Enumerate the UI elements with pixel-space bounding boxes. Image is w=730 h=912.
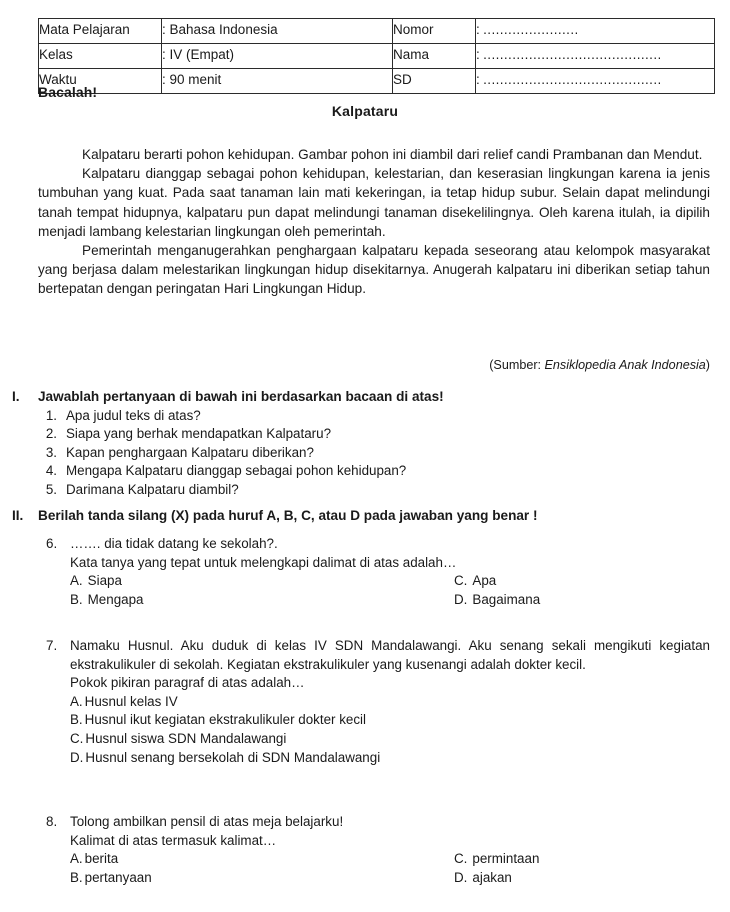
option-b[interactable]	[70, 711, 710, 730]
question-stem: ……. dia tidak datang ke sekolah?.	[70, 536, 278, 551]
option-b[interactable]	[70, 591, 144, 610]
question-subprompt: Pokok pikiran paragraf di atas adalah…	[70, 675, 305, 691]
option-label: C.	[454, 851, 468, 867]
section-one-question-list	[38, 407, 638, 499]
option-label: A.	[70, 693, 83, 709]
option-text: Husnul ikut kegiatan ekstrakulikuler dokter kecil	[84, 712, 366, 728]
section-two-numeral: II.	[12, 508, 24, 523]
option-text: berita	[84, 851, 119, 867]
list-item	[38, 462, 638, 480]
reading-instruction: Bacalah!	[38, 84, 98, 100]
question-stem-row	[46, 813, 710, 832]
source-suffix: )	[705, 358, 710, 372]
school-label: SD	[393, 69, 476, 94]
option-label: C.	[70, 730, 84, 746]
option-label: D.	[70, 749, 84, 765]
option-d[interactable]	[70, 749, 710, 768]
source-prefix: (Sumber:	[489, 358, 545, 372]
name-field[interactable]	[476, 44, 715, 69]
list-item	[38, 444, 638, 462]
option-label: B.	[70, 869, 83, 885]
option-text: Apa	[472, 573, 497, 589]
class-value: : IV (Empat)	[162, 44, 393, 69]
passage-paragraph: Kalpataru dianggap sebagai pohon kehidupan, kelestarian, dan keserasian lingkungan karena ia jenis tumbuhan yang kuat. Pada saat tanaman lain mati kekeringan, ia tetap hidup subur. Selain dapat melindungi tanah tempat hidupnya, kalpataru pun dapat melindungi tanaman disekelilingnya. Oleh karena itulah, ia dipilih menjadi lambang kelestarian lingkungan oleh pemerintah.	[38, 166, 710, 239]
subject-value: : Bahasa Indonesia	[162, 19, 393, 44]
option-d[interactable]	[454, 591, 540, 610]
multiple-choice-question-7	[46, 637, 710, 767]
option-text: permintaan	[472, 851, 540, 867]
passage-source	[38, 357, 710, 374]
question-text: Apa judul teks di atas?	[66, 408, 201, 423]
table-row	[39, 44, 715, 69]
option-text: Husnul senang bersekolah di SDN Mandalawangi	[85, 749, 381, 765]
question-stem-row	[46, 535, 710, 554]
option-a[interactable]	[70, 850, 118, 869]
list-item	[38, 425, 638, 443]
question-stem: Tolong ambilkan pensil di atas meja belajarku!	[70, 814, 344, 829]
option-text: Husnul siswa SDN Mandalawangi	[85, 730, 287, 746]
option-a[interactable]	[70, 572, 122, 591]
question-stem-row	[46, 637, 710, 674]
option-label: D.	[454, 591, 468, 607]
question-number: 8.	[46, 814, 58, 829]
passage-paragraph: Pemerintah menganugerahkan penghargaan kalpataru kepada seseorang atau kelompok masyarakat yang berjasa dalam melestarikan lingkungan hidup disekitarnya. Anugerah kalpataru ini diberikan setiap tahun bertepatan dengan peringatan Hari Lingkungan Hidup.	[38, 243, 710, 297]
time-value: : 90 menit	[162, 69, 393, 94]
option-label: C.	[454, 573, 468, 589]
answer-options	[70, 693, 710, 767]
colon: :	[476, 72, 481, 88]
question-stem: Namaku Husnul. Aku duduk di kelas IV SDN Mandalawangi. Aku senang sekali mengikuti kegiatan ekstrakulikuler di sekolah. Kegiatan ekstrakulikuler yang kusenangi adalah dokter kecil.	[70, 638, 710, 672]
identity-table	[38, 18, 715, 94]
option-c[interactable]	[454, 850, 539, 869]
option-d[interactable]	[454, 869, 512, 888]
question-number: 1.	[45, 408, 57, 423]
option-label: A.	[70, 573, 83, 589]
question-text: Darimana Kalpataru diambil?	[66, 481, 239, 497]
question-number: 3.	[45, 444, 57, 460]
section-one-numeral: I.	[12, 389, 20, 404]
option-text: Siapa	[87, 573, 122, 589]
multiple-choice-question-6	[46, 535, 710, 609]
option-a[interactable]	[70, 693, 710, 712]
colon: :	[476, 47, 481, 63]
question-number: 4.	[45, 463, 57, 479]
multiple-choice-question-8	[46, 813, 710, 887]
question-number: 6.	[46, 536, 58, 551]
list-item	[38, 481, 638, 499]
subject-label: Mata Pelajaran	[39, 19, 162, 44]
number-label: Nomor	[393, 19, 476, 44]
option-c[interactable]	[70, 730, 710, 749]
answer-options	[70, 850, 710, 887]
identity-table-wrapper	[38, 18, 710, 94]
passage-paragraph: Kalpataru berarti pohon kehidupan. Gambar pohon ini diambil dari relief candi Prambanan dan Mendut.	[82, 147, 703, 162]
dotted-blank: ...........................................	[483, 72, 662, 88]
question-subprompt: Kalimat di atas termasuk kalimat…	[70, 832, 277, 848]
question-text: Siapa yang berhak mendapatkan Kalpataru?	[66, 426, 332, 442]
list-item	[38, 407, 638, 425]
table-row	[39, 69, 715, 94]
school-field[interactable]	[476, 69, 715, 94]
page-title: Kalpataru	[331, 103, 399, 119]
question-number: 7.	[46, 638, 58, 653]
section-two-heading-text: Berilah tanda silang (X) pada huruf A, B, C, atau D pada jawaban yang benar !	[38, 508, 538, 523]
time-label: Waktu	[39, 69, 162, 94]
option-b[interactable]	[70, 869, 152, 888]
colon: :	[476, 22, 481, 38]
option-text: Mengapa	[87, 591, 144, 607]
option-label: A.	[70, 851, 83, 867]
option-text: Bagaimana	[472, 591, 541, 607]
answer-options	[70, 572, 710, 609]
question-text: Mengapa Kalpataru dianggap sebagai pohon kehidupan?	[66, 463, 407, 479]
option-c[interactable]	[454, 572, 496, 591]
question-number: 5.	[45, 481, 57, 497]
option-label: B.	[70, 591, 83, 607]
dotted-blank: ...........................................	[483, 47, 662, 63]
name-label: Nama	[393, 44, 476, 69]
option-label: B.	[70, 712, 83, 728]
number-field[interactable]	[476, 19, 715, 44]
option-label: D.	[454, 869, 468, 885]
question-subprompt: Kata tanya yang tepat untuk melengkapi dalimat di atas adalah…	[70, 554, 457, 570]
dotted-blank: .......................	[483, 22, 579, 38]
option-text: Husnul kelas IV	[84, 693, 178, 709]
option-text: ajakan	[472, 869, 512, 885]
source-title: Ensiklopedia Anak Indonesia	[544, 358, 706, 372]
section-two-heading	[12, 508, 538, 523]
question-text: Kapan penghargaan Kalpataru diberikan?	[66, 444, 314, 460]
question-number: 2.	[45, 426, 57, 442]
section-one-heading	[12, 389, 444, 404]
section-one-heading-text: Jawablah pertanyaan di bawah ini berdasarkan bacaan di atas!	[38, 389, 444, 404]
table-row	[39, 19, 715, 44]
class-label: Kelas	[39, 44, 162, 69]
reading-passage	[38, 145, 710, 299]
option-text: pertanyaan	[84, 869, 152, 885]
